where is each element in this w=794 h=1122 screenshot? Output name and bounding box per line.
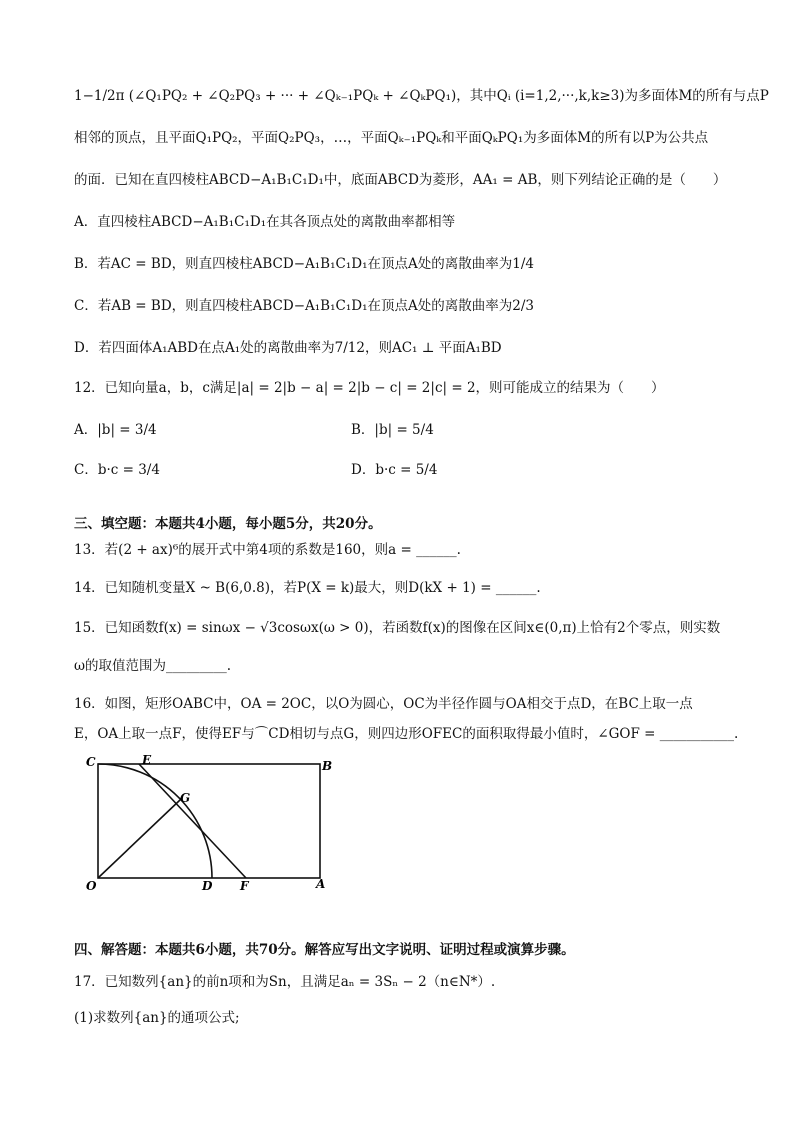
q13: 13．若(2 + ax)⁶的展开式中第4项的系数是160，则a = ______. [74,542,461,558]
section-3-heading: 三、填空题：本题共4小题，每小题5分，共20分。 [74,516,382,532]
q11-curvature-definition-line: 1−1/2π (∠Q₁PQ₂ + ∠Q₂PQ₃ + ··· + ∠Qₖ₋₁PQₖ + ∠QₖPQ₁)，其中Qᵢ (i=1,2,···,k,k≥3)为多面体M的所有与点P [74,88,769,104]
label-c: C [86,755,96,769]
q11-option-d: D．若四面体A₁ABD在点A₁处的离散曲率为7/12，则AC₁ ⊥ 平面A₁BD [74,340,502,356]
label-e: E [142,753,152,767]
q16-geometry-figure [84,752,344,892]
tangent-line-ef [139,764,246,878]
label-a: A [316,877,326,891]
rectangle-oabc [98,764,320,878]
q12-option-b: B．|b| = 5/4 [351,422,434,438]
label-d: D [202,879,213,892]
label-f: F [240,879,249,892]
q16-line-1: 16．如图，矩形OABC中，OA = 2OC，以O为圆心，OC为半径作圆与OA相交于点D，在BC上取一点 [74,696,693,712]
label-b: B [322,759,333,773]
q11-option-b: B．若AC = BD，则直四棱柱ABCD−A₁B₁C₁D₁在顶点A处的离散曲率为1/4 [74,256,534,272]
q15-line-1: 15．已知函数f(x) = sinωx − √3cosωx(ω > 0)，若函数f(x)的图像在区间x∈(0,π)上恰有2个零点，则实数 [74,620,721,636]
q11-question-stem: 的面．已知在直四棱柱ABCD−A₁B₁C₁D₁中，底面ABCD为菱形，AA₁ = AB，则下列结论正确的是（ ） [74,172,727,188]
q16-line-2: E，OA上取一点F，使得EF与⌒CD相切与点G，则四边形OFEC的面积取得最小值时，∠GOF = ___________. [74,726,739,742]
q17-part-1: (1)求数列{an}的通项公式; [74,1010,240,1026]
q12-option-a: A．|b| = 3/4 [74,422,157,438]
q12-stem: 12．已知向量a，b，c满足|a| = 2|b − a| = 2|b − c| = 2|c| = 2，则可能成立的结果为（ ） [74,380,665,396]
q15-line-2: ω的取值范围为_________. [74,658,232,674]
q11-option-a: A．直四棱柱ABCD−A₁B₁C₁D₁在其各顶点处的离散曲率都相等 [74,214,456,230]
q14: 14．已知随机变量X ~ B(6,0.8)，若P(X = k)最大，则D(kX + 1) = ______. [74,580,541,596]
q11-curvature-definition-continued: 相邻的顶点，且平面Q₁PQ₂，平面Q₂PQ₃，…，平面Qₖ₋₁PQₖ和平面QₖPQ₁为多面体M的所有以P为公共点 [74,130,709,146]
section-4-heading: 四、解答题：本题共6小题，共70分。解答应写出文字说明、证明过程或演算步骤。 [74,942,575,958]
label-g: G [180,791,191,805]
radius-og [98,800,180,878]
label-o: O [86,879,97,892]
q12-option-d: D．b·c = 5/4 [351,462,438,478]
q11-option-c: C．若AB = BD，则直四棱柱ABCD−A₁B₁C₁D₁在顶点A处的离散曲率为2/3 [74,298,534,314]
q12-option-c: C．b·c = 3/4 [74,462,160,478]
q17: 17．已知数列{an}的前n项和为Sn，且满足aₙ = 3Sₙ − 2（n∈N*）. [74,974,496,990]
